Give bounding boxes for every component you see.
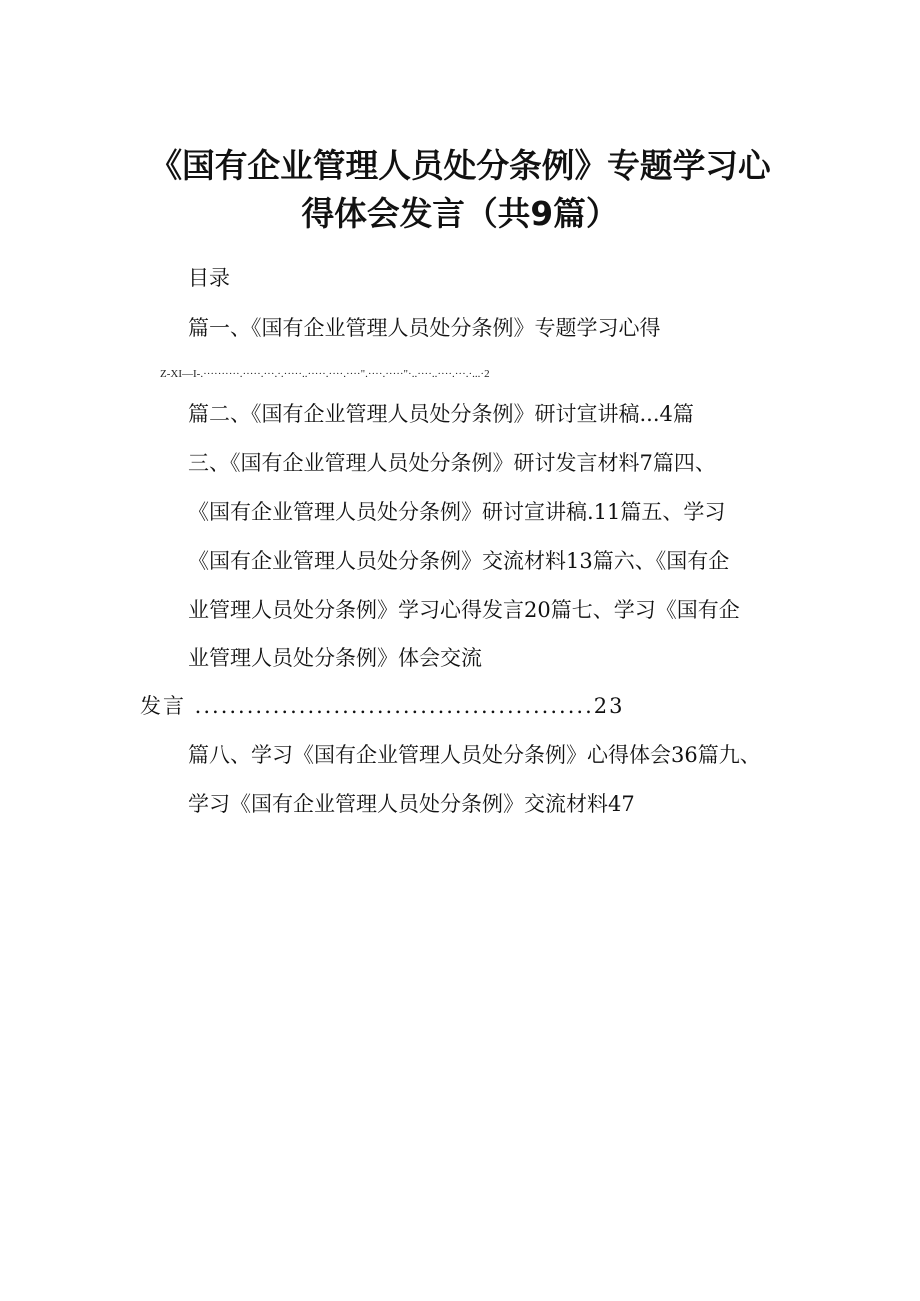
toc-entry-2: 篇二、《国有企业管理人员处分条例》研讨宣讲稿...4篇 (188, 402, 694, 426)
toc-entry-3: 三、《国有企业管理人员处分条例》研讨发言材料7篇四、 (188, 451, 716, 475)
toc-entry-1-leader: Z-XI—I-.··········.·····.···.·.·····..·····.····.····".····.·····"·..····..····.···.·...·2 (160, 368, 490, 380)
toc-entry-7-continued: 发言 ..............................................23 (140, 694, 625, 718)
toc-heading: 目录 (188, 266, 230, 290)
toc-entry-7: 业管理人员处分条例》体会交流 (188, 646, 482, 670)
toc-entry-8: 篇八、学习《国有企业管理人员处分条例》心得体会36篇九、 (188, 743, 761, 767)
toc-entry-9: 学习《国有企业管理人员处分条例》交流材料47 (188, 792, 635, 816)
toc-entry-6: 业管理人员处分条例》学习心得发言20篇七、学习《国有企 (188, 598, 740, 622)
toc-entry-5: 《国有企业管理人员处分条例》交流材料13篇六、《国有企 (188, 549, 730, 573)
toc-entry-1: 篇一、《国有企业管理人员处分条例》专题学习心得 (188, 316, 661, 340)
document-title-line-1: 《国有企业管理人员处分条例》专题学习心 (149, 147, 771, 185)
document-title-line-2: 得体会发言（共9篇） (301, 195, 619, 233)
toc-entry-4: 《国有企业管理人员处分条例》研讨宣讲稿.11篇五、学习 (188, 500, 726, 524)
